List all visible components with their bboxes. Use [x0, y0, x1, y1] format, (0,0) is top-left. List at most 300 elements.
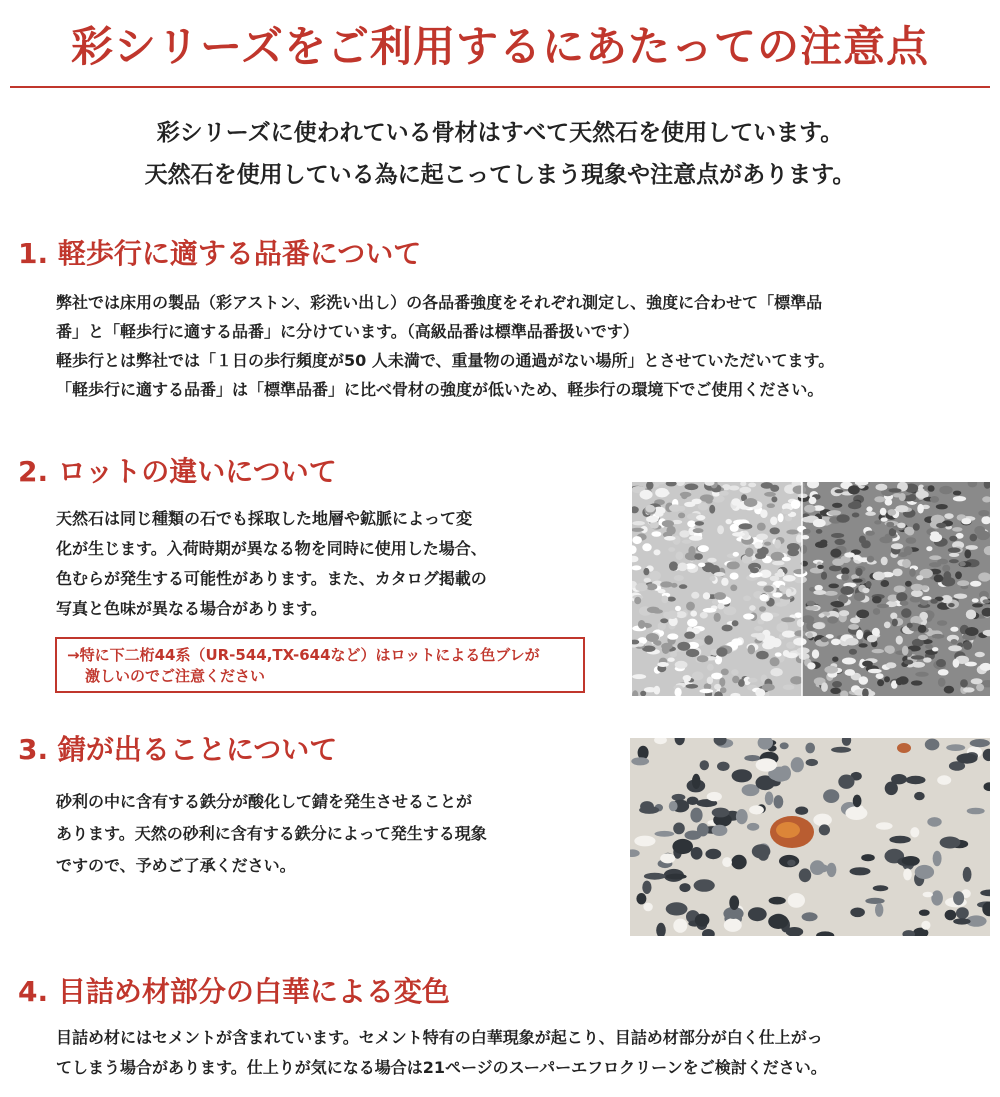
gravel-stone	[852, 579, 862, 583]
section-3-body	[56, 786, 626, 882]
gravel-stone	[695, 521, 704, 526]
gravel-stone	[692, 671, 704, 680]
gravel-stone	[881, 517, 888, 521]
gravel-stone	[739, 487, 751, 493]
gravel-stone	[934, 574, 944, 582]
gravel-stone	[800, 545, 807, 554]
gravel-stone	[721, 669, 729, 676]
gravel-stone	[770, 517, 777, 526]
gravel-stone	[660, 853, 675, 863]
gravel-stone	[809, 497, 817, 504]
gravel-stone	[686, 649, 699, 657]
gravel-stone	[779, 585, 785, 592]
gravel-stone	[835, 539, 846, 545]
gravel-stone	[926, 546, 932, 551]
gravel-stone	[775, 573, 784, 577]
gravel-stone	[749, 605, 756, 611]
gravel-stone	[705, 849, 721, 859]
gravel-stone	[684, 675, 691, 682]
gravel-stone	[828, 510, 841, 515]
gravel-stone	[806, 601, 815, 607]
gravel-stone	[714, 613, 721, 622]
gravel-stone	[876, 484, 888, 491]
gravel-stone	[658, 589, 666, 593]
gravel-stone	[824, 591, 837, 596]
gravel-stone	[842, 658, 856, 665]
gravel-stone	[679, 530, 689, 537]
gravel-stone	[861, 854, 875, 861]
gravel-stone	[916, 575, 923, 580]
gravel-stone	[754, 542, 763, 549]
gravel-stone	[704, 635, 713, 644]
gravel-stone	[655, 511, 664, 516]
gravel-stone	[938, 678, 946, 687]
lot-warning-line-1: →特に下二桁44系（UR-544,TX-644など）はロットによる色ブレが	[67, 646, 540, 664]
gravel-stone	[902, 856, 920, 865]
gravel-stone	[698, 545, 709, 552]
gravel-stone	[868, 669, 882, 674]
gravel-stone	[743, 596, 751, 602]
gravel-stone	[692, 774, 701, 789]
gravel-stone	[717, 603, 724, 609]
gravel-stone	[669, 561, 678, 571]
gravel-stone	[669, 801, 678, 811]
gravel-stone	[852, 513, 860, 518]
gravel-stone	[832, 681, 842, 688]
gravel-stone	[854, 592, 865, 601]
gravel-stone	[949, 536, 957, 542]
gravel-stone	[642, 881, 651, 894]
gravel-stone	[719, 491, 729, 496]
gravel-stone	[841, 567, 849, 574]
gravel-stone	[696, 515, 705, 520]
gravel-stone	[930, 533, 942, 542]
gravel-stone	[636, 893, 646, 904]
gravel-stone	[724, 918, 742, 932]
gravel-stone	[896, 636, 903, 645]
gravel-stone	[915, 672, 928, 677]
gravel-stone	[880, 508, 887, 516]
gravel-stone	[658, 622, 666, 631]
gravel-stone	[783, 685, 795, 690]
gravel-stone	[848, 624, 859, 630]
gravel-stone	[881, 580, 890, 587]
gravel-stone	[667, 658, 674, 662]
gravel-stone	[672, 839, 693, 854]
gravel-stone	[669, 504, 681, 511]
gravel-stone	[959, 562, 966, 567]
gravel-stone	[799, 868, 811, 882]
gravel-stone	[679, 883, 690, 892]
gravel-stone	[872, 596, 882, 603]
gravel-stone	[673, 823, 685, 835]
gravel-stone	[762, 684, 775, 691]
gravel-stone	[772, 561, 784, 566]
gravel-stone	[910, 596, 922, 602]
gravel-stone	[873, 608, 880, 615]
gravel-stone	[748, 678, 758, 683]
gravel-stone	[795, 807, 808, 815]
gravel-stone	[747, 823, 759, 831]
gravel-stone	[787, 549, 799, 556]
gravel-stone	[930, 599, 938, 604]
gravel-stone	[918, 635, 928, 640]
gravel-stone	[764, 542, 771, 546]
gravel-stone	[775, 652, 782, 656]
gravel-stone	[908, 494, 916, 501]
gravel-stone	[638, 620, 645, 629]
gravel-stone	[848, 485, 860, 494]
gravel-stone	[921, 921, 930, 930]
gravel-stone	[970, 534, 978, 542]
gravel-stone	[932, 647, 938, 651]
gravel-stone	[902, 646, 909, 656]
gravel-stone	[940, 837, 961, 849]
gravel-stone	[686, 602, 695, 611]
gravel-stone	[774, 539, 781, 548]
gravel-stone	[730, 573, 739, 580]
rust-photo	[630, 738, 990, 936]
gravel-stone	[668, 547, 675, 552]
gravel-stone	[900, 601, 909, 606]
gravel-stone	[889, 836, 910, 844]
gravel-stone	[760, 509, 767, 518]
gravel-stone	[960, 679, 968, 687]
gravel-stone	[912, 619, 923, 624]
gravel-stone	[756, 534, 768, 541]
lot-warning-line-2: 激しいのでご注意ください	[85, 667, 266, 685]
gravel-stone	[687, 619, 698, 627]
gravel-stone	[862, 588, 869, 594]
gravel-stone	[876, 673, 884, 679]
gravel-stone	[856, 610, 869, 619]
gravel-stone	[859, 676, 869, 685]
gravel-stone	[937, 620, 947, 626]
gravel-stone	[801, 615, 814, 623]
gravel-stone	[694, 879, 715, 892]
gravel-stone	[812, 649, 819, 658]
gravel-stone	[831, 533, 844, 538]
gravel-stone	[813, 519, 826, 527]
gravel-stone	[966, 610, 976, 620]
section-3-line: あります。天然の砂利に含有する鉄分によって発生する現象	[56, 824, 487, 843]
gravel-stone	[732, 532, 745, 537]
gravel-stone	[687, 797, 699, 805]
gravel-stone	[890, 613, 897, 620]
gravel-stone	[866, 506, 872, 511]
gravel-stone	[879, 536, 892, 543]
gravel-stone	[712, 825, 728, 836]
gravel-stone	[963, 641, 972, 650]
gravel-stone	[653, 640, 661, 645]
gravel-stone	[884, 676, 890, 682]
gravel-stone	[791, 500, 801, 509]
gravel-stone	[955, 571, 962, 579]
gravel-stone	[840, 586, 854, 595]
gravel-stone	[651, 531, 661, 537]
gravel-stone	[717, 762, 730, 771]
gravel-stone	[768, 914, 788, 929]
gravel-stone	[946, 744, 965, 751]
gravel-stone	[781, 617, 795, 622]
gravel-stone	[927, 817, 941, 827]
gravel-stone	[770, 668, 782, 676]
gravel-stone	[714, 684, 721, 690]
gravel-stone	[782, 557, 791, 562]
gravel-stone	[697, 823, 709, 836]
gravel-stone	[904, 660, 913, 665]
gravel-stone	[750, 567, 759, 573]
gravel-stone	[804, 505, 815, 513]
gravel-stone	[769, 897, 786, 905]
gravel-stone	[689, 536, 703, 541]
gravel-stone	[816, 529, 823, 534]
gravel-stone	[936, 504, 948, 509]
gravel-stone	[736, 809, 748, 824]
gravel-stone	[856, 630, 863, 640]
gravel-stone	[855, 568, 862, 576]
gravel-stone	[838, 775, 854, 789]
gravel-stone	[731, 669, 739, 675]
gravel-stone	[904, 546, 913, 555]
gravel-stone	[892, 619, 898, 627]
gravel-stone	[951, 639, 958, 644]
gravel-stone	[790, 676, 803, 684]
gravel-stone	[881, 557, 888, 566]
gravel-stone	[872, 649, 884, 653]
gravel-stone	[722, 625, 733, 632]
gravel-stone	[828, 584, 839, 589]
gravel-stone	[675, 606, 681, 611]
section-1-line: 軽歩行とは弊社では「１日の歩行頻度が50 人未満で、重量物の通過がない場所」とさせていただいてます。	[56, 351, 835, 370]
gravel-stone	[983, 599, 991, 603]
lot-difference-photo	[632, 482, 990, 696]
gravel-stone	[675, 661, 688, 669]
gravel-stone	[748, 907, 767, 921]
gravel-stone	[793, 485, 807, 494]
gravel-stone	[793, 569, 805, 574]
gravel-stone	[978, 510, 989, 516]
gravel-stone	[903, 868, 912, 880]
gravel-stone	[813, 814, 832, 827]
gravel-stone	[891, 543, 903, 549]
gravel-stone	[760, 594, 769, 601]
gravel-stone	[930, 496, 939, 503]
gravel-stone	[896, 678, 903, 686]
gravel-stone	[698, 503, 709, 511]
gravel-stone	[815, 585, 823, 591]
gravel-stone	[684, 502, 695, 507]
gravel-stone	[670, 651, 677, 657]
gravel-stone	[655, 831, 675, 837]
gravel-stone	[954, 594, 968, 599]
gravel-stone	[877, 604, 889, 608]
gravel-stone	[682, 540, 691, 544]
gravel-stone	[678, 513, 685, 519]
gravel-stone	[644, 873, 666, 880]
gravel-stone	[647, 607, 660, 613]
gravel-stone	[730, 524, 739, 532]
gravel-stone	[953, 891, 964, 905]
gravel-stone	[674, 575, 684, 581]
gravel-stone	[729, 895, 739, 910]
intro-text	[0, 112, 1000, 196]
gravel-stone	[923, 892, 933, 898]
gravel-stone	[807, 632, 813, 638]
gravel-stone	[686, 684, 699, 689]
gravel-stone	[700, 760, 709, 770]
gravel-stone	[917, 504, 924, 514]
gravel-stone	[874, 520, 881, 524]
gravel-stone	[775, 602, 786, 606]
gravel-stone	[759, 606, 766, 612]
gravel-stone	[707, 664, 714, 671]
gravel-stone	[839, 610, 849, 616]
gravel-stone	[909, 568, 916, 577]
rust-stain-image	[630, 738, 990, 936]
gravel-stone	[967, 808, 985, 815]
gravel-stone	[943, 571, 951, 580]
gravel-stone	[673, 919, 687, 933]
gravel-stone	[925, 739, 940, 751]
gravel-stone	[866, 581, 872, 588]
section-2-line: 天然石は同じ種類の石でも採取した地層や鉱脈によって変	[56, 509, 473, 528]
gravel-stone	[974, 526, 985, 535]
gravel-stone	[634, 597, 641, 605]
gravel-stone	[865, 512, 876, 516]
gravel-stone	[936, 659, 946, 667]
gravel-stone	[634, 836, 655, 847]
gravel-stone	[813, 622, 825, 629]
gravel-stone	[929, 562, 941, 567]
gravel-stone	[805, 743, 815, 754]
gravel-stone	[732, 620, 739, 626]
gravel-stone	[949, 559, 959, 563]
gravel-stone	[729, 486, 740, 491]
gravel-stone	[720, 687, 727, 693]
gravel-stone	[922, 596, 932, 600]
gravel-stone	[923, 657, 932, 662]
gravel-stone	[830, 549, 841, 558]
gravel-stone	[693, 528, 704, 533]
gravel-stone	[723, 606, 736, 615]
gravel-stone	[939, 486, 952, 495]
gravel-stone	[963, 687, 975, 692]
gravel-stone	[783, 575, 796, 582]
gravel-stone	[805, 606, 818, 611]
gravel-stone	[817, 565, 824, 569]
gravel-stone	[894, 586, 906, 593]
gravel-stone	[905, 581, 912, 587]
gravel-stone	[921, 585, 928, 590]
gravel-stone	[695, 914, 710, 927]
gravel-stone	[714, 592, 726, 600]
gravel-stone	[782, 509, 792, 515]
gravel-stone	[667, 610, 677, 619]
gravel-stone	[841, 574, 849, 581]
gravel-stone	[906, 776, 926, 784]
gravel-stone	[961, 518, 971, 524]
section-1-line: 弊社では床用の製品（彩アストン、彩洗い出し）の各品番強度をそれぞれ測定し、強度に合わせて「標準品	[56, 293, 823, 312]
gravel-stone	[873, 885, 889, 891]
gravel-stone	[938, 669, 949, 675]
gravel-stone	[948, 645, 962, 651]
gravel-stone	[820, 540, 827, 545]
gravel-stone	[707, 792, 722, 801]
gravel-stone	[944, 513, 953, 519]
gravel-stone	[972, 598, 979, 602]
gravel-stone	[791, 757, 804, 772]
gravel-stone	[772, 592, 782, 597]
gravel-stone	[915, 865, 934, 879]
gravel-stone	[709, 505, 715, 514]
section-4-heading: 4. 目詰め材部分の白華による変色	[18, 975, 450, 1008]
gravel-stone	[919, 910, 930, 916]
gravel-stone	[803, 529, 811, 534]
gravel-stone	[945, 910, 957, 921]
gravel-stone	[667, 633, 678, 639]
gravel-stone	[956, 907, 969, 919]
gravel-stone	[932, 634, 945, 639]
gravel-stone	[835, 489, 844, 493]
gravel-stone	[721, 578, 728, 586]
gravel-stone	[771, 496, 777, 502]
gravel-stone	[910, 827, 919, 837]
gravel-stone	[685, 484, 699, 491]
gravel-stone	[743, 613, 754, 619]
gravel-stone	[887, 509, 896, 516]
gravel-stone	[885, 499, 893, 506]
gravel-stone	[770, 657, 780, 666]
gravel-stone	[703, 592, 710, 599]
gravel-stone	[643, 568, 649, 575]
gravel-stone	[646, 516, 658, 523]
gravel-stone	[712, 808, 730, 818]
gravel-stone	[767, 503, 775, 508]
gravel-stone	[757, 581, 767, 586]
gravel-stone	[911, 590, 923, 597]
gravel-stone	[859, 536, 866, 544]
gravel-stone	[694, 553, 703, 560]
title-divider	[10, 86, 990, 88]
gravel-stone	[936, 523, 946, 528]
gravel-stone	[928, 485, 935, 492]
section-4-line: 目詰め材にはセメントが含まれています。セメント特有の白華現象が起こり、目詰め材部分が白く仕上がっ	[56, 1028, 823, 1047]
gravel-stone	[780, 742, 789, 749]
gravel-stone	[722, 857, 732, 867]
gravel-stone	[632, 674, 646, 679]
gravel-stone	[914, 792, 925, 800]
gravel-stone	[778, 513, 784, 522]
gravel-stone	[896, 592, 907, 602]
section-3-line: 砂利の中に含有する鉄分が酸化して錆を発生させることが	[56, 792, 473, 811]
section-1-line: 番」と「軽歩行に適する品番」に分けています。（高級品番は標準品番扱いです）	[56, 322, 639, 341]
gravel-stone	[756, 758, 777, 771]
gravel-stone	[859, 643, 868, 647]
gravel-stone	[732, 676, 739, 684]
gravel-stone	[645, 505, 655, 513]
gravel-stone	[691, 592, 699, 599]
section-4-line: てしまう場合があります。仕上りが気になる場合は21ページのスーパーエフロクリーンをご検討ください。	[56, 1058, 827, 1077]
gravel-stone	[965, 627, 979, 636]
gravel-stone	[704, 683, 712, 690]
gravel-stone	[975, 652, 985, 657]
gravel-stone	[677, 642, 690, 651]
gravel-stone	[731, 855, 746, 870]
gravel-stone	[966, 545, 978, 550]
gravel-stone	[726, 519, 732, 524]
gravel-stone	[918, 625, 927, 633]
